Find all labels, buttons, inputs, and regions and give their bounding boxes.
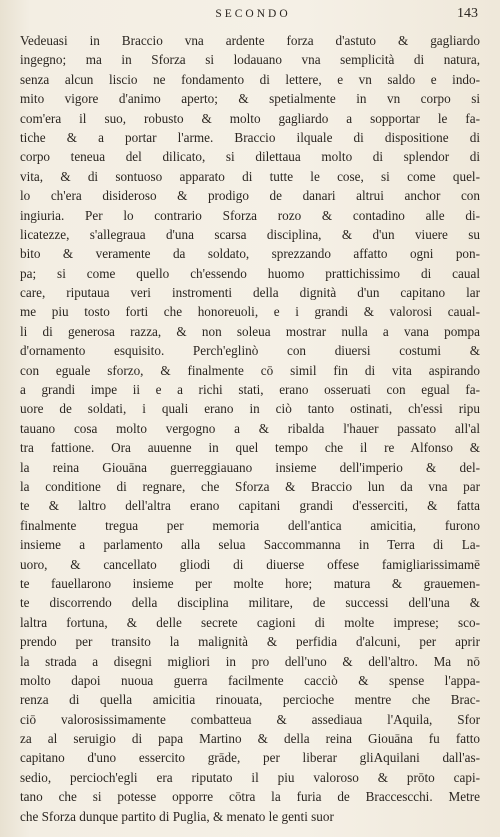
text-line: tauano cosa molto vergogno a & ribalda l'hauer passato all'al <box>20 420 480 436</box>
body-text <box>20 31 480 826</box>
text-line: che Sforza dunque partito di Puglia, & menato le genti suor <box>20 808 334 824</box>
text-line: tra fattione. Ora auuenne in quel tempo che il re Alfonso & <box>20 440 480 456</box>
text-line: la strada a disegni migliori in pro dell'uno & dell'altro. Ma nō <box>20 653 480 669</box>
text-line: prendo per transito la malignità & perfidia d'alcuni, per aprir <box>20 634 480 650</box>
text-line: sedio, percioch'egli era riputato il piu valoroso & prōto capi- <box>20 769 480 785</box>
text-line: finalmente tregua per memoria dell'antica amicitia, furono <box>20 517 480 533</box>
text-line: pa; si come quello ch'essendo huomo prattichissimo di caual <box>20 265 480 281</box>
text-line: uoro, & cancellato gliodi di diuerse offese famigliarissimamē <box>20 556 480 572</box>
text-line: licatezze, s'allegraua d'una scarsa disciplina, & d'un viuere su <box>20 226 480 242</box>
text-line: renza di quella amicitia rinouata, percioche mentre che Brac- <box>20 692 480 708</box>
text-line: te fauellarono insieme per molte hore; matura & grauemen- <box>20 575 480 591</box>
text-line: tano che si potesse opporre cōtra la furia de Braccescchi. Metre <box>20 789 480 805</box>
text-line: te & laltro dell'altra erano capitani grandi d'esserciti, & fatta <box>20 498 480 514</box>
text-line: li di generosa razza, & non soleua mostrar nulla a vana pompa <box>20 323 480 339</box>
page-number: 143 <box>457 6 478 21</box>
text-line: uore de soldati, i quali erano in ciò tanto ostinati, ch'essi ripu <box>20 401 480 417</box>
text-line: za al seruigio di papa Martino & della reina Giouāna fu fatto <box>20 731 480 747</box>
text-line: me piu tosto forti che honoreuoli, e i grandi & valorosi caual- <box>20 304 480 320</box>
text-line: la conditione di regnare, che Sforza & Braccio lun da vna par <box>20 478 480 494</box>
text-line: ingiuria. Per lo contrario Sforza rozo & contadino alle di- <box>20 207 480 223</box>
text-line: Vedeuasi in Braccio vna ardente forza d'astuto & gagliardo <box>20 33 480 48</box>
text-line: insieme a parlamento alla selua Saccommanna in Terra di La- <box>20 537 480 553</box>
running-head: SECONDO <box>215 8 291 20</box>
text-line: care, riputaua veri instromenti della dignità d'un capitano lar <box>20 285 480 301</box>
text-line: mito vigore d'animo aperto; & spetialmente in vn corpo si <box>20 91 480 107</box>
text-line: tiche & a portar l'arme. Braccio ilquale di dispositione di <box>20 129 480 145</box>
text-line: ingegno; ma in Sforza si lodauano vna semplicità di natura, <box>20 52 480 68</box>
text-line: corpo teneua del dilicato, si dilettaua molto di splendor di <box>20 149 480 165</box>
text-line: te discorrendo della disciplina militare, de successi dell'una & <box>20 595 480 611</box>
text-line: bito & veramente da soldato, sprezzando affatto ogni pon- <box>20 246 480 262</box>
text-line: con eguale sforzo, & finalmente cō simil fin di vita aspirando <box>20 362 480 378</box>
text-line: capitano d'uno essercito grāde, per liberar gliAquilani dall'as- <box>20 750 480 766</box>
text-line: ciō valorosissimamente combatteua & assediaua l'Aquila, Sfor <box>20 711 480 727</box>
text-line: la reina Giouāna guerreggiauano insieme dell'imperio & del- <box>20 459 480 475</box>
text-line: com'era il suo, robusto & molto gagliardo a sopportar le fa- <box>20 110 480 126</box>
text-line: d'ornamento esquisito. Perch'eglinò con diuersi costumi & <box>20 343 480 359</box>
page-header <box>28 6 478 26</box>
text-line: senza alcun lisciο ne fondamento di lettere, e vn saldo e indo- <box>20 71 480 87</box>
text-line: a grandi impe ii e a richi stati, erano osseruati con egual fa- <box>20 382 480 398</box>
text-line: vita, & di sontuoso apparato di tutte le cose, si come quel- <box>20 168 480 184</box>
text-line: laltra fortuna, & delle secrete cagioni di molte imprese; sco- <box>20 614 480 630</box>
text-line: lo ch'era disideroso & prodigo de danari altrui anchor con <box>20 188 480 204</box>
text-line: molto dapoi nuoua guerra facilmente cacciò & spense l'appa- <box>20 672 480 688</box>
